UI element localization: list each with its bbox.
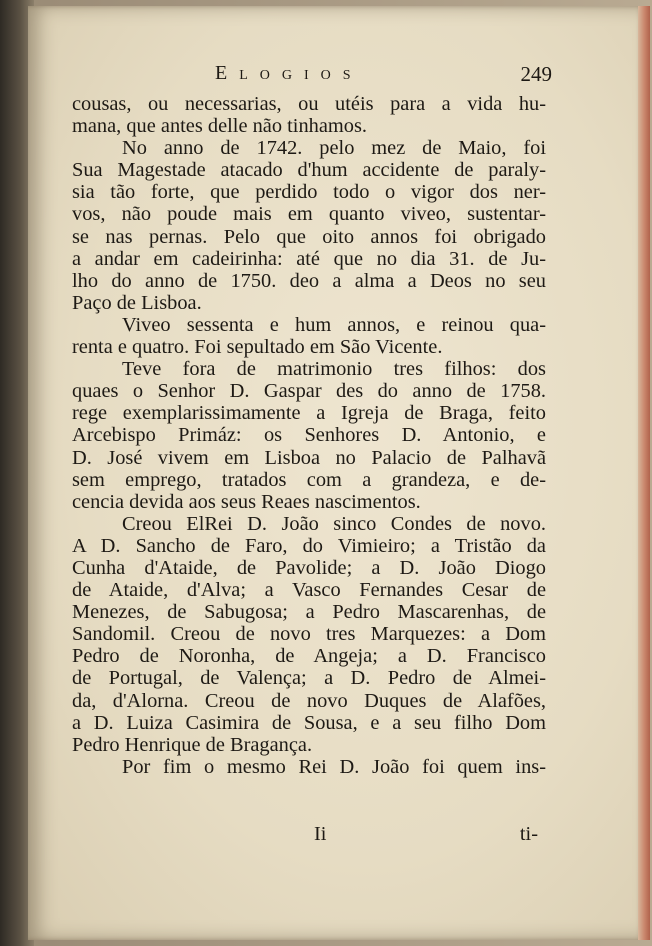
text-line: No anno de 1742. pelo mez de Maio, foi <box>122 137 546 160</box>
text-line: Pedro de Noronha, de Angeja; a D. Francisco <box>72 645 546 668</box>
text-line: de Portugal, de Valença; a D. Pedro de Almei- <box>72 667 546 690</box>
text-line: Sandomil. Creou de novo tres Marquezes: a Dom <box>72 623 546 646</box>
text-line: Teve fora de matrimonio tres filhos: dos <box>122 358 546 381</box>
catchword: ti- <box>519 823 538 845</box>
text-line: cencia devida aos seus Reaes nascimentos. <box>72 490 421 513</box>
text-line: Cunha d'Ataide, de Pavolide; a D. João Diogo <box>72 556 546 579</box>
text-line: de Ataide, d'Alva; a Vasco Fernandes Cesar de <box>72 579 546 602</box>
text-line: a andar em cadeirinha: até que no dia 31. de Ju- <box>72 247 546 270</box>
running-head-title: Elogios <box>215 62 363 84</box>
text-line: Paço de Lisboa. <box>72 291 202 314</box>
text-line: Creou ElRei D. João sinco Condes de novo. <box>122 512 546 535</box>
text-line: sem emprego, tratados com a grandeza, e de- <box>72 468 546 491</box>
text-line: se nas pernas. Pelo que oito annos foi obrigado <box>72 225 546 248</box>
text-line: A D. Sancho de Faro, do Vimieiro; a Tristão da <box>72 534 546 557</box>
text-line: Menezes, de Sabugosa; a Pedro Mascarenhas, de <box>72 601 546 624</box>
text-line: renta e quatro. Foi sepultado em São Vicente. <box>72 336 443 359</box>
page-number: 249 <box>520 62 552 86</box>
text-line: sia tão forte, que perdido todo o vigor dos ner- <box>72 181 546 204</box>
running-head <box>72 62 552 92</box>
page-edge-red <box>638 6 650 940</box>
text-line: quaes o Senhor D. Gaspar des do anno de 1758. <box>72 380 546 403</box>
text-line: D. José vivem em Lisboa no Palacio de Palhavã <box>72 446 546 469</box>
body-text <box>72 93 546 778</box>
text-line: mana, que antes delle não tinhamos. <box>72 115 368 138</box>
text-line: cousas, ou necessarias, ou utéis para a vida hu- <box>72 93 546 115</box>
text-line: da, d'Alorna. Creou de novo Duques de Alafões, <box>72 689 546 712</box>
page-footer <box>72 823 546 849</box>
text-line: a D. Luiza Casimira de Sousa, e a seu filho Dom <box>72 711 546 734</box>
text-line: rege exemplarissimamente a Igreja de Braga, feito <box>72 402 546 425</box>
text-line: Sua Magestade atacado d'hum accidente de paraly- <box>72 159 546 182</box>
text-line: Viveo sessenta e hum annos, e reinou qua- <box>122 313 546 336</box>
text-line: Pedro Henrique de Bragança. <box>72 733 313 756</box>
text-line: vos, não poude mais em quanto viveo, sustentar- <box>72 203 546 226</box>
text-line: Por fim o mesmo Rei D. João foi quem ins- <box>122 755 546 778</box>
text-line: Arcebispo Primáz: os Senhores D. Antonio, e <box>72 424 546 447</box>
text-line: lho do anno de 1750. deo a alma a Deos no seu <box>72 269 546 292</box>
signature-mark: Ii <box>314 823 327 845</box>
